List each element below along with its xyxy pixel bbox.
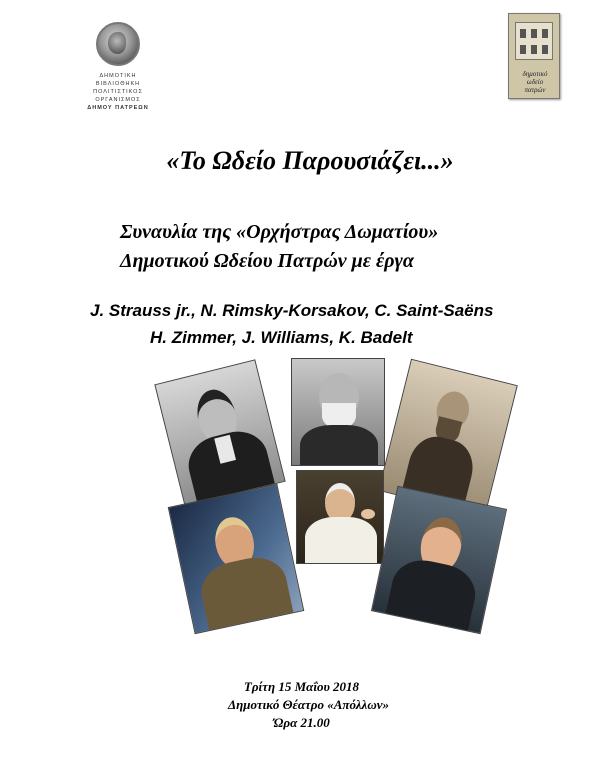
composers-line-1: J. Strauss jr., N. Rimsky-Korsakov, C. Saint-Saëns bbox=[90, 301, 494, 320]
portrait-strauss-icon bbox=[154, 359, 285, 506]
portrait-williams-icon bbox=[296, 470, 384, 564]
logo-line-1: ΔΗΜΟΤΙΚΗ ΒΙΒΛΙΟΘΗΚΗ bbox=[95, 73, 141, 87]
portrait-zimmer-icon bbox=[168, 484, 305, 634]
event-date: Τρίτη 15 Μαΐου 2018 bbox=[243, 679, 360, 694]
ancient-coin-icon bbox=[96, 22, 140, 66]
conservatory-logo-text bbox=[511, 70, 559, 94]
conservatory-logo-line-1: δημοτικό bbox=[522, 70, 548, 78]
conservatory-logo-line-3: πατρών bbox=[524, 86, 546, 94]
conservatory-logo-line-2: ωδείο bbox=[526, 78, 544, 86]
concert-subtitle-line-1: Συναυλία της «Ορχήστρας Δωματίου» bbox=[120, 221, 439, 243]
logo-line-2: ΠΟΛΙΤΙΣΤΙΚΟΣ bbox=[93, 89, 143, 95]
event-time: Ώρα 21.00 bbox=[273, 715, 330, 730]
conservatory-logo bbox=[508, 13, 560, 99]
conservatory-building-icon bbox=[515, 22, 553, 60]
logo-line-4: ΔΗΜΟΥ ΠΑΤΡΕΩΝ bbox=[87, 105, 149, 111]
event-venue: Δημοτικό Θέατρο «Απόλλων» bbox=[227, 697, 389, 712]
concert-subtitle-line-2: Δημοτικού Ωδείου Πατρών με έργα bbox=[120, 250, 414, 272]
municipal-library-logo bbox=[78, 22, 158, 112]
composers-line-2: H. Zimmer, J. Williams, K. Badelt bbox=[150, 328, 413, 347]
logo-line-3: ΟΡΓΑΝΙΣΜΟΣ bbox=[95, 97, 141, 103]
portrait-badelt-icon bbox=[371, 486, 507, 634]
portrait-saint-saens-icon bbox=[291, 358, 385, 466]
page-title: «Το Ωδείο Παρουσιάζει...» bbox=[166, 146, 454, 175]
